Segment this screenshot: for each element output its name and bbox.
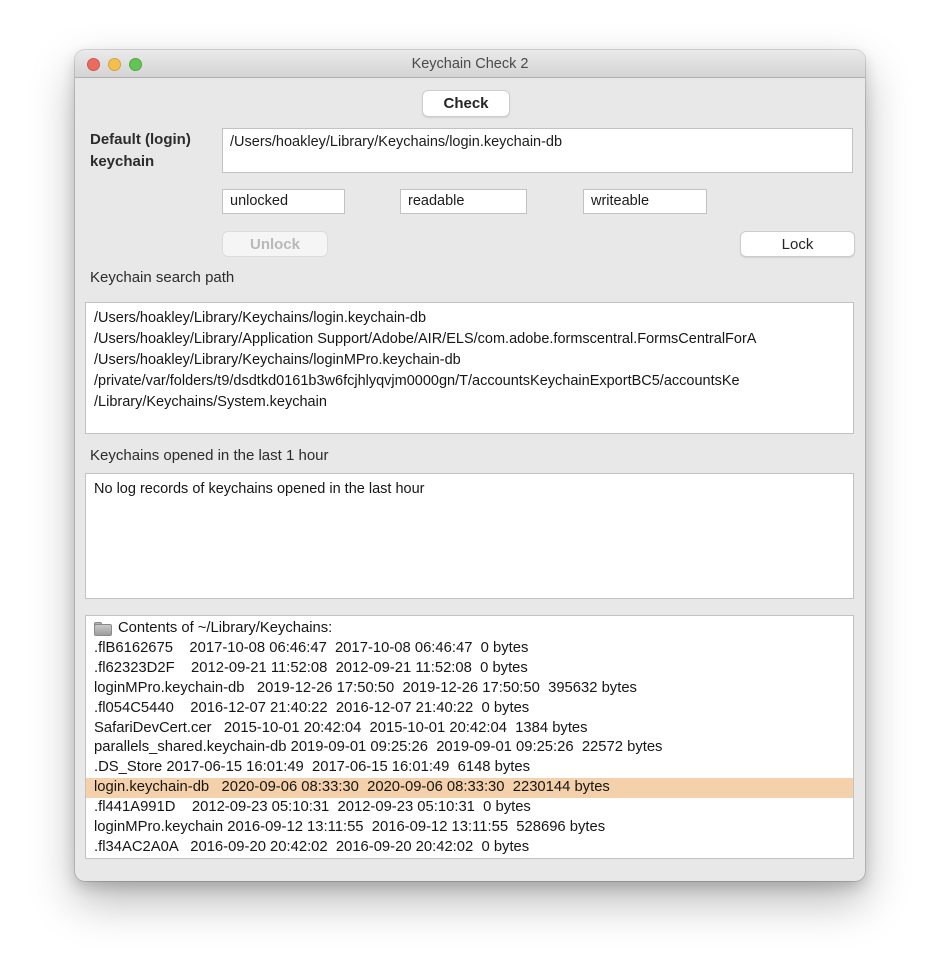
traffic-lights [87, 58, 142, 71]
list-item: .fl62323D2F 2012-09-21 11:52:08 2012-09-21 11:52:08 0 bytes [94, 659, 528, 676]
list-item: parallels_shared.keychain-db 2019-09-01 09:25:26 2019-09-01 09:25:26 22572 bytes [94, 739, 663, 756]
list-item: .fl441A991D 2012-09-23 05:10:31 2012-09-23 05:10:31 0 bytes [94, 799, 531, 816]
zoom-icon[interactable] [129, 58, 142, 71]
default-keychain-path-field[interactable]: /Users/hoakley/Library/Keychains/login.keychain-db [222, 128, 853, 173]
check-button[interactable]: Check [422, 90, 510, 117]
writeable-status-field[interactable]: writeable [583, 189, 707, 214]
app-window [75, 50, 865, 881]
list-item: .DS_Store 2017-06-15 16:01:49 2017-06-15 16:01:49 6148 bytes [94, 759, 531, 776]
unlock-button[interactable]: Unlock [222, 231, 328, 257]
contents-header-text: Contents of ~/Library/Keychains: [118, 620, 333, 636]
readable-status-field[interactable]: readable [400, 189, 527, 214]
contents-list-box[interactable] [85, 615, 854, 859]
list-item: loginMPro.keychain 2016-09-12 13:11:55 2016-09-12 13:11:55 528696 bytes [94, 819, 606, 836]
list-item: SafariDevCert.cer 2015-10-01 20:42:04 2015-10-01 20:42:04 1384 bytes [94, 719, 588, 736]
folder-icon [94, 622, 112, 636]
list-item: .fl34AC2A0A 2016-09-20 20:42:02 2016-09-20 20:42:02 0 bytes [94, 838, 530, 855]
search-path-label: Keychain search path [90, 269, 235, 286]
opened-keychains-box[interactable] [85, 473, 854, 599]
window-title: Keychain Check 2 [411, 55, 529, 72]
default-keychain-label: Default (login) keychain [90, 131, 191, 170]
list-item: .flB6162675 2017-10-08 06:46:47 2017-10-08 06:46:47 0 bytes [94, 639, 529, 656]
list-item: .fl054C5440 2016-12-07 21:40:22 2016-12-07 21:40:22 0 bytes [94, 699, 530, 716]
search-path-line: /Users/hoakley/Library/Application Support/Adobe/AIR/ELS/com.adobe.formscentral.FormsCentralForA [94, 331, 757, 347]
search-path-line: /Library/Keychains/System.keychain [94, 394, 327, 410]
contents-header [86, 619, 853, 639]
opened-keychains-label: Keychains opened in the last 1 hour [90, 447, 329, 464]
list-item: loginMPro.keychain-db 2019-12-26 17:50:50 2019-12-26 17:50:50 395632 bytes [94, 679, 637, 696]
search-path-box[interactable] [85, 302, 854, 434]
search-path-line: /Users/hoakley/Library/Keychains/login.keychain-db [94, 310, 427, 326]
search-path-line: /private/var/folders/t9/dsdtkd0161b3w6fcjhlyqvjm0000gn/T/accountsKeychainExportBC5/accountsKe [94, 373, 740, 389]
lock-button[interactable]: Lock [740, 231, 855, 257]
lock-status-field[interactable]: unlocked [222, 189, 345, 214]
title-bar[interactable] [75, 50, 865, 78]
list-item-selected: login.keychain-db 2020-09-06 08:33:30 2020-09-06 08:33:30 2230144 bytes [86, 778, 853, 798]
opened-keychains-text: No log records of keychains opened in the last hour [94, 481, 425, 497]
search-path-line: /Users/hoakley/Library/Keychains/loginMPro.keychain-db [94, 352, 461, 368]
minimize-icon[interactable] [108, 58, 121, 71]
close-icon[interactable] [87, 58, 100, 71]
